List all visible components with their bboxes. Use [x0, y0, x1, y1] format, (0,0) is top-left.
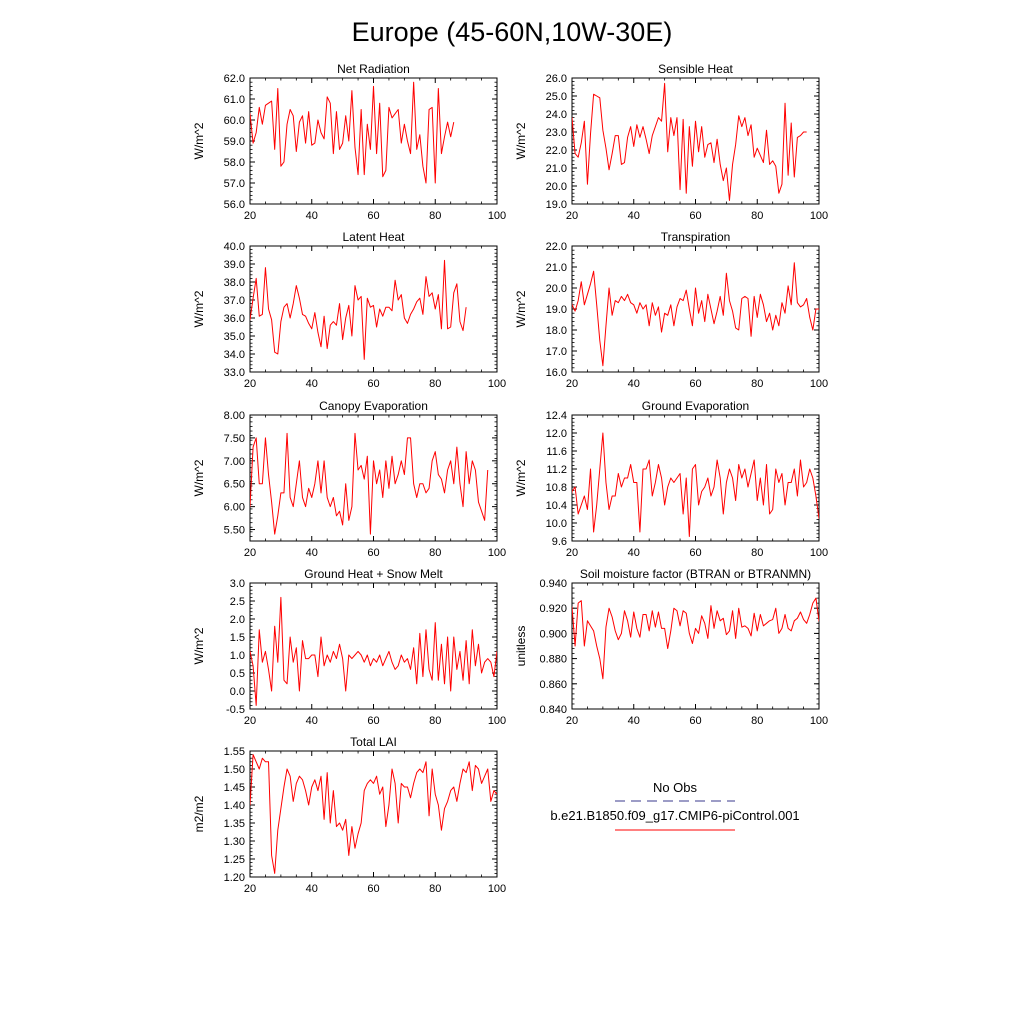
panel-title: Ground Heat + Snow Melt	[304, 567, 443, 581]
y-tick-label: 1.5	[229, 632, 245, 644]
y-tick-label: 40.0	[223, 241, 245, 253]
y-tick-label: 0.920	[539, 603, 567, 616]
legend-label-obs: No Obs	[652, 780, 698, 795]
x-tick-label: 20	[565, 547, 579, 559]
y-tick-label: 1.25	[223, 854, 245, 866]
y-tick-label: 60.0	[223, 115, 245, 127]
x-tick-label: 40	[305, 715, 318, 727]
y-tick-label: 0.5	[229, 668, 245, 680]
x-tick-label: 20	[243, 883, 257, 895]
x-tick-label: 60	[689, 210, 702, 222]
x-tick-label: 40	[627, 378, 640, 390]
y-tick-label: 26.0	[545, 73, 567, 85]
x-tick-label: 20	[243, 547, 257, 559]
panel-title: Transpiration	[660, 230, 731, 244]
x-tick-label: 100	[487, 210, 507, 222]
y-tick-label: 17.0	[545, 346, 567, 358]
y-tick-label: 62.0	[223, 73, 245, 85]
y-tick-label: 8.00	[223, 410, 245, 422]
y-tick-label: 20.0	[545, 283, 567, 295]
x-tick-label: 100	[809, 210, 829, 222]
y-tick-label: 12.4	[545, 410, 567, 422]
x-tick-label: 40	[627, 715, 640, 727]
y-tick-label: 19.0	[545, 199, 567, 211]
y-tick-label: 9.6	[551, 536, 567, 548]
y-tick-label: 7.00	[223, 455, 245, 468]
y-tick-label: 57.0	[223, 178, 245, 190]
y-tick-label: 35.0	[223, 331, 245, 343]
x-tick-label: 40	[305, 547, 318, 559]
x-tick-label: 80	[751, 547, 764, 559]
figure-title: Europe (45-60N,10W-30E)	[351, 17, 673, 47]
y-tick-label: 20.0	[545, 181, 567, 193]
y-axis-label: unitless	[514, 625, 528, 667]
y-tick-label: 56.0	[223, 199, 245, 211]
y-tick-label: 21.0	[545, 163, 567, 175]
y-tick-label: 0.860	[539, 678, 567, 691]
y-tick-label: 38.0	[223, 277, 245, 289]
y-tick-label: 2.5	[229, 596, 245, 608]
y-tick-label: 37.0	[223, 295, 245, 307]
y-tick-label: 1.55	[223, 746, 245, 758]
x-tick-label: 60	[689, 547, 702, 559]
x-tick-label: 40	[305, 883, 318, 895]
x-tick-label: 20	[565, 210, 579, 222]
x-tick-label: 60	[689, 378, 702, 390]
x-tick-label: 60	[367, 883, 380, 895]
y-tick-label: 5.50	[223, 524, 245, 537]
x-tick-label: 40	[305, 378, 318, 390]
y-tick-label: 1.35	[223, 818, 245, 830]
x-tick-label: 100	[487, 883, 507, 895]
y-axis-label: W/m^2	[514, 122, 528, 160]
y-tick-label: 1.30	[223, 836, 245, 848]
x-tick-label: 100	[809, 547, 829, 559]
y-tick-label: 33.0	[223, 367, 245, 379]
x-tick-label: 100	[809, 378, 829, 390]
y-axis-label: W/m^2	[192, 290, 206, 328]
y-tick-label: 1.0	[229, 650, 245, 662]
x-tick-label: 20	[565, 378, 579, 390]
x-tick-label: 60	[367, 547, 380, 559]
panel-title: Total LAI	[350, 735, 397, 749]
y-tick-label: 22.0	[545, 145, 567, 157]
y-tick-label: 11.2	[546, 464, 567, 476]
y-tick-label: 24.0	[545, 109, 567, 121]
y-tick-label: 18.0	[545, 325, 567, 337]
x-tick-label: 100	[487, 547, 507, 559]
x-tick-label: 20	[565, 715, 579, 727]
x-tick-label: 40	[627, 210, 640, 222]
y-tick-label: 10.8	[545, 482, 567, 494]
y-tick-label: 34.0	[223, 349, 245, 361]
y-tick-label: 1.20	[223, 872, 245, 884]
y-tick-label: 36.0	[223, 313, 245, 325]
x-tick-label: 80	[429, 547, 442, 559]
y-tick-label: 0.940	[539, 578, 567, 590]
y-tick-label: 59.0	[223, 136, 245, 148]
y-tick-label: 12.0	[545, 428, 567, 440]
y-tick-label: 10.0	[545, 518, 567, 530]
x-tick-label: 40	[627, 547, 640, 559]
x-tick-label: 20	[243, 378, 257, 390]
y-tick-label: 2.0	[229, 614, 245, 626]
x-tick-label: 80	[429, 715, 442, 727]
panel-title: Net Radiation	[337, 62, 410, 76]
y-tick-label: 16.0	[545, 367, 567, 379]
panel-title: Latent Heat	[342, 230, 405, 244]
y-tick-label: 61.0	[223, 94, 245, 106]
x-tick-label: 80	[429, 210, 442, 222]
y-tick-label: 7.50	[223, 432, 245, 445]
y-tick-label: 11.6	[546, 446, 567, 458]
y-tick-label: 10.4	[545, 500, 567, 512]
x-tick-label: 80	[429, 883, 442, 895]
x-tick-label: 100	[809, 715, 829, 727]
x-tick-label: 60	[689, 715, 702, 727]
y-tick-label: 6.00	[223, 501, 245, 514]
x-tick-label: 60	[367, 378, 380, 390]
y-tick-label: 3.0	[229, 578, 245, 590]
y-tick-label: 1.50	[223, 764, 245, 776]
y-tick-label: 0.0	[229, 686, 245, 698]
y-tick-label: 19.0	[545, 304, 567, 316]
y-tick-label: -0.5	[226, 704, 245, 716]
y-tick-label: 22.0	[545, 241, 567, 253]
legend-label-model: b.e21.B1850.f09_g17.CMIP6-piControl.001	[550, 808, 800, 823]
x-tick-label: 80	[751, 210, 764, 222]
y-axis-label: W/m^2	[192, 122, 206, 160]
y-tick-label: 0.880	[539, 653, 567, 666]
y-axis-label: W/m^2	[514, 459, 528, 497]
y-tick-label: 0.840	[539, 704, 567, 716]
x-tick-label: 80	[751, 378, 764, 390]
y-tick-label: 23.0	[545, 127, 567, 139]
panel-title: Ground Evaporation	[641, 399, 750, 413]
y-axis-label: W/m^2	[192, 627, 206, 665]
panel-title: Canopy Evaporation	[319, 399, 428, 413]
panel-title: Soil moisture factor (BTRAN or BTRANMN)	[579, 567, 812, 581]
x-tick-label: 80	[429, 378, 442, 390]
x-tick-label: 100	[487, 715, 507, 727]
y-axis-label: W/m^2	[514, 290, 528, 328]
x-tick-label: 60	[367, 715, 380, 727]
x-tick-label: 60	[367, 210, 380, 222]
y-tick-label: 25.0	[545, 91, 567, 103]
y-tick-label: 39.0	[223, 259, 245, 271]
x-tick-label: 20	[243, 715, 257, 727]
panel-title: Sensible Heat	[658, 62, 733, 76]
y-axis-label: m2/m2	[192, 795, 206, 833]
y-tick-label: 0.900	[539, 628, 567, 641]
y-tick-label: 6.50	[223, 478, 245, 491]
x-tick-label: 100	[487, 378, 507, 390]
y-tick-label: 1.45	[223, 782, 245, 794]
y-axis-label: W/m^2	[192, 459, 206, 497]
y-tick-label: 58.0	[223, 157, 245, 169]
x-tick-label: 40	[305, 210, 318, 222]
y-tick-label: 1.40	[223, 800, 245, 812]
x-tick-label: 80	[751, 715, 764, 727]
x-tick-label: 20	[243, 210, 257, 222]
y-tick-label: 21.0	[545, 262, 567, 274]
